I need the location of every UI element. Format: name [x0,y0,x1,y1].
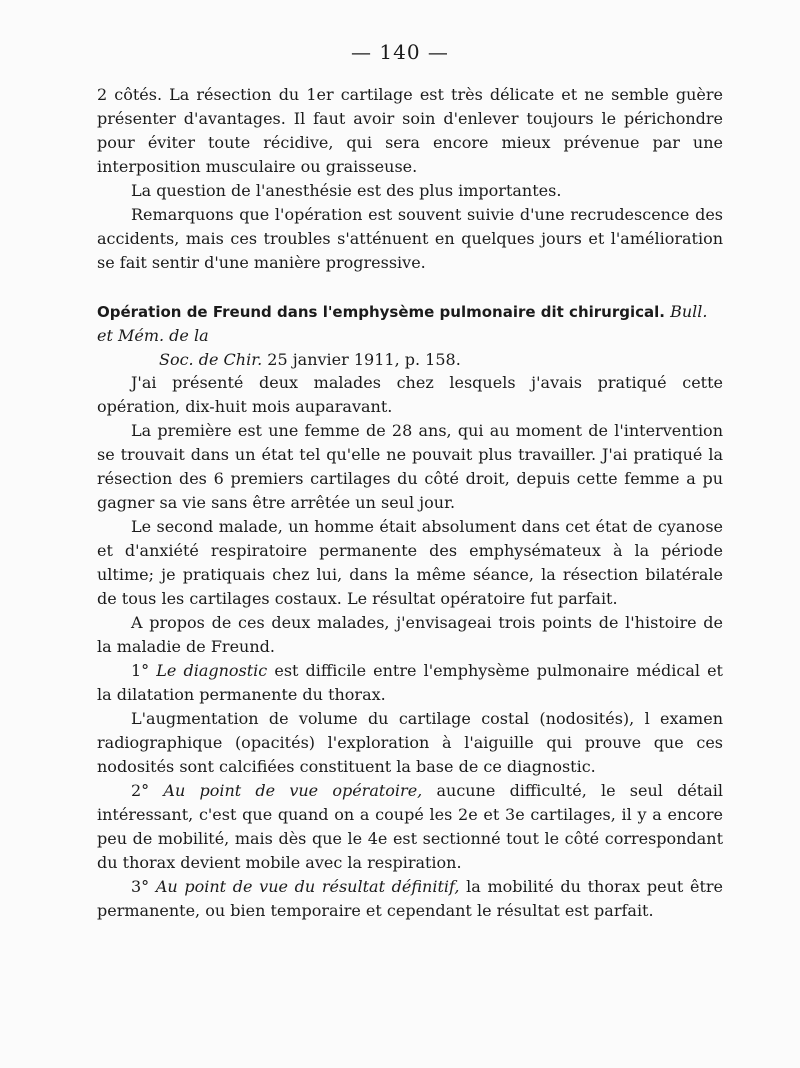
paragraph: A propos de ces deux malades, j'envisageai trois points de l'histoire de la maladie de Freund. [97,613,723,656]
point-number: 2° [131,781,150,800]
paragraph: La première est une femme de 28 ans, qui au moment de l'intervention se trouvait dans un état tel qu'elle ne pouvait plus travailler. J'ai pratiqué la résection des 6 premiers cartilages du côté droit, depuis cette femme a pu gagner sa vie sans être arrêtée un seul jour. [97,421,723,512]
paragraph: Remarquons que l'opération est souvent suivie d'une recrudescence des accidents, mais ces troubles s'atténuent en quelques jours et l'amélioration se fait sentir d'une manière progressive. [97,205,723,272]
reference-society: Soc. de Chir. [159,350,263,369]
paragraph [97,875,723,923]
point-text: est difficile entre l'emphysème pulmonaire médical et la dilatation permanente du thorax. [97,661,723,704]
point-title: Au point de vue opératoire, [163,781,423,800]
reference-line [97,348,723,372]
section-heading [97,300,723,372]
point-text: aucune difficulté, le seul détail intéressant, c'est que quand on a coupé les 2e et 3e cartilages, il y a encore peu de mobilité, mais dès que le 4e est sectionné tout le côté correspondant du thorax devient mobile avec la respiration. [97,781,724,872]
paragraph [97,779,723,875]
point-text: la mobilité du thorax peut être permanente, ou bien temporaire et cependant le résultat est parfait. [97,877,723,920]
reference-date: 25 janvier 1911, p. 158. [267,350,461,369]
section-title: Opération de Freund dans l'emphysème pulmonaire dit chirurgical. [97,303,665,321]
paragraph: Le second malade, un homme était absolument dans cet état de cyanose et d'anxiété respiratoire permanente des emphysémateux à la période ultime; je pratiquais chez lui, dans la même séance, la résection bilatérale de tous les cartilages costaux. Le résultat opératoire fut parfait. [97,517,723,608]
point-title: Le diagnostic [156,661,268,680]
reference-journal: Bull. et Mém. de la [97,302,708,345]
paragraph: La question de l'anesthésie est des plus importantes. [131,181,562,200]
paragraph [97,659,723,707]
point-number: 1° [131,661,150,680]
text-block-body [97,371,723,923]
point-title: Au point de vue du résultat définitif, [155,877,460,896]
text-block-top [97,83,723,275]
paragraph: J'ai présenté deux malades chez lesquels j'avais pratiqué cette opération, dix-huit mois auparavant. [97,373,723,416]
point-number: 3° [131,877,150,896]
page-number: — 140 — [351,40,449,64]
paragraph: L'augmentation de volume du cartilage costal (nodosités), l examen radiographique (opacités) l'exploration à l'aiguille qui prouve que ces nodosités sont calcifiées constituent la base de ce diagnostic. [97,709,723,776]
paragraph: 2 côtés. La résection du 1er cartilage est très délicate et ne semble guère présenter d'avantages. Il faut avoir soin d'enlever toujours le périchondre pour éviter toute récidive, qui sera encore mieux prévenue par une interposition musculaire ou graisseuse. [97,85,723,176]
